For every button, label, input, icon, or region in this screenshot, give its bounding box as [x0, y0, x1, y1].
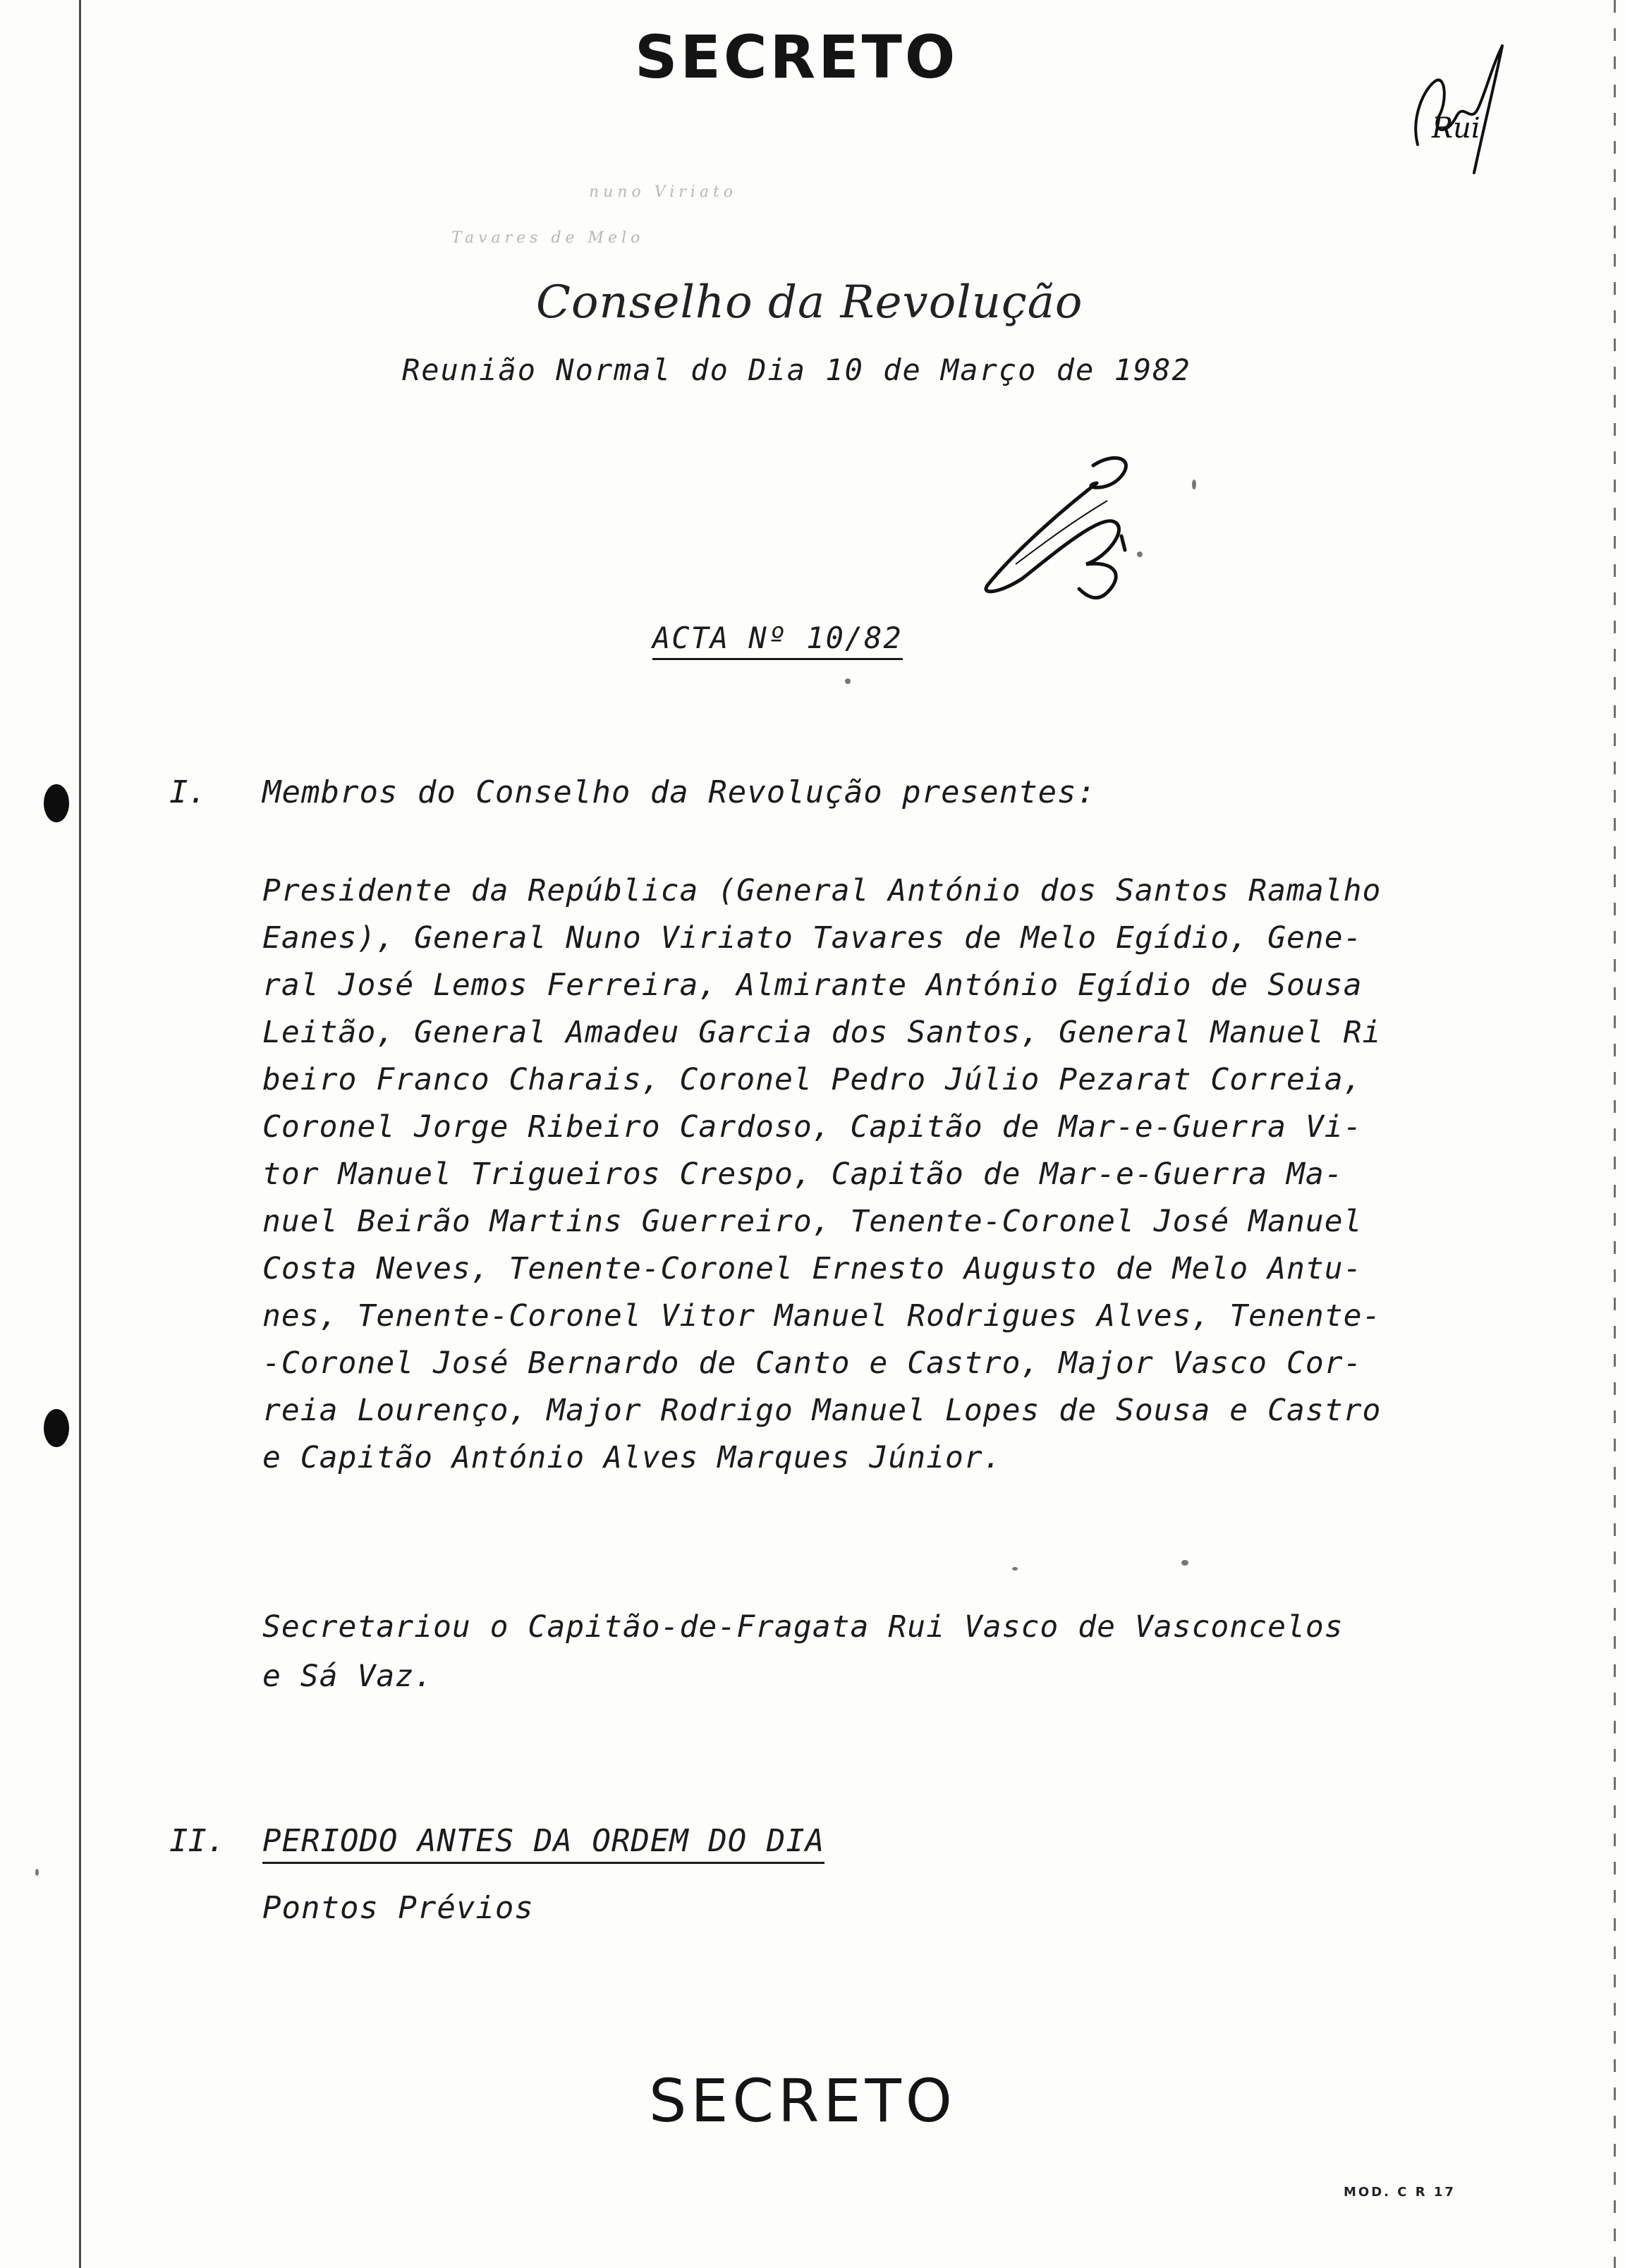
- members-line: ral José Lemos Ferreira, Almirante António Egídio de Sousa: [262, 968, 1363, 1003]
- section-2-heading: PERIODO ANTES DA ORDEM DO DIA: [262, 1823, 824, 1864]
- acta-number: ACTA Nº 10/82: [652, 621, 903, 660]
- secretary-line: Secretariou o Capitão-de-Fragata Rui Vasco de Vasconcelos: [262, 1609, 1344, 1645]
- secreto-stamp-top: SECRETO: [635, 23, 958, 92]
- scan-speck: [35, 1869, 39, 1876]
- members-line: Leitão, General Amadeu Garcia dos Santos, General Manuel Ri: [262, 1015, 1382, 1050]
- scan-speck: [845, 678, 851, 684]
- members-line: Presidente da República (General António dos Santos Ramalho: [262, 873, 1382, 908]
- model-code: MOD. C R 17: [1344, 2185, 1456, 2200]
- initials-text: Rui: [1432, 112, 1480, 145]
- members-line: Eanes), General Nuno Viriato Tavares de Melo Egídio, Gene-: [262, 920, 1363, 956]
- members-list: [262, 867, 1419, 1482]
- members-line: reia Lourenço, Major Rodrigo Manuel Lopes de Sousa e Castro: [262, 1393, 1382, 1428]
- scan-speck: [1192, 480, 1196, 489]
- section-2-subheading: Pontos Prévios: [262, 1890, 534, 1926]
- secretary-line: e Sá Vaz.: [262, 1659, 433, 1694]
- members-line: tor Manuel Trigueiros Crespo, Capitão de Mar-e-Guerra Ma-: [262, 1157, 1344, 1192]
- members-line: -Coronel José Bernardo de Canto e Castro, Major Vasco Cor-: [262, 1346, 1363, 1381]
- members-line: Coronel Jorge Ribeiro Cardoso, Capitão de Mar-e-Guerra Vi-: [262, 1109, 1363, 1145]
- members-line: beiro Franco Charais, Coronel Pedro Júlio Pezarat Correia,: [262, 1062, 1363, 1097]
- council-heading: Conselho da Revolução: [536, 276, 1083, 329]
- center-signature: [973, 444, 1157, 614]
- scan-speck: [1137, 551, 1143, 557]
- right-edge-line: [1614, 0, 1616, 2268]
- scan-speck: [1181, 1560, 1188, 1566]
- section-1-heading: Membros do Conselho da Revolução presentes:: [262, 774, 1097, 810]
- section-2-number: II.: [169, 1823, 226, 1859]
- secreto-stamp-bottom: SECRETO: [649, 2066, 956, 2135]
- initials-signature: [1404, 39, 1516, 180]
- section-1-number: I.: [169, 774, 207, 810]
- punch-hole-bottom: [44, 1409, 69, 1447]
- faded-text-line-1: nuno Viriato: [589, 183, 738, 201]
- meeting-date-line: Reunião Normal do Dia 10 de Março de 1982: [402, 353, 1191, 387]
- scan-speck: [1012, 1567, 1018, 1571]
- members-line: nes, Tenente-Coronel Vitor Manuel Rodrigues Alves, Tenente-: [262, 1298, 1382, 1334]
- secretary-paragraph: [262, 1602, 1419, 1701]
- members-line: nuel Beirão Martins Guerreiro, Tenente-Coronel José Manuel: [262, 1204, 1363, 1239]
- left-margin-line: [79, 0, 81, 2268]
- members-line: Costa Neves, Tenente-Coronel Ernesto Augusto de Melo Antu-: [262, 1251, 1363, 1286]
- faded-text-line-2: Tavares de Melo: [451, 229, 645, 247]
- members-line: e Capitão António Alves Marques Júnior.: [262, 1440, 1002, 1475]
- punch-hole-top: [44, 784, 69, 822]
